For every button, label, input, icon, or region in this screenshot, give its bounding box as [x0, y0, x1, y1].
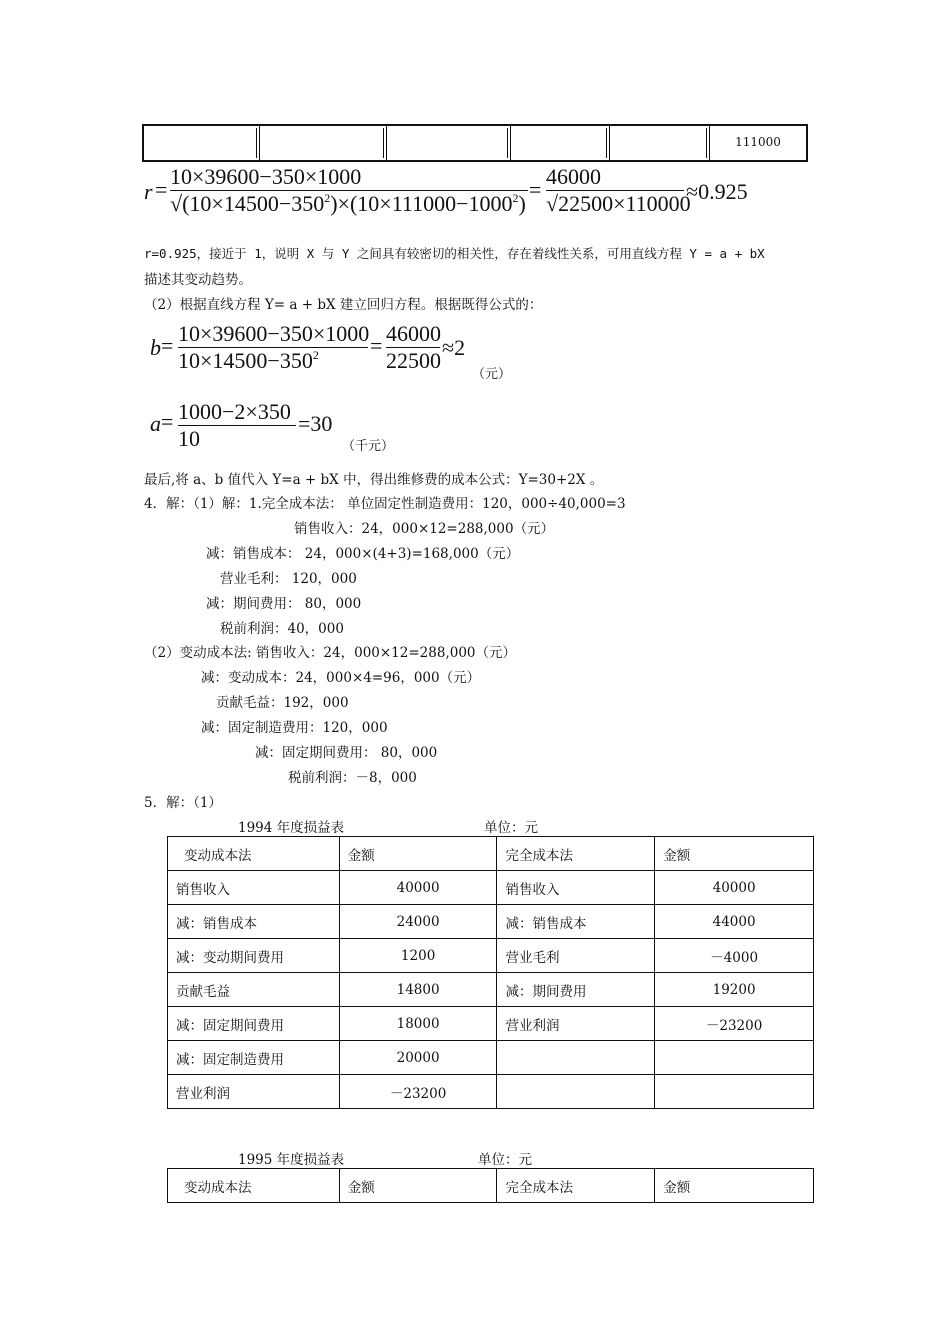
table-cell: 金额 [655, 837, 814, 871]
table-cell: 营业利润 [497, 1007, 655, 1041]
b-denominator-2: 22500 [386, 348, 441, 373]
top-partial-table [142, 124, 808, 162]
table-cell: 18000 [339, 1007, 497, 1041]
table-row [168, 905, 814, 939]
table-cell: 1200 [339, 939, 497, 973]
b-symbol: b [150, 335, 161, 360]
q4-line-6: 税前利润：40，000 [220, 621, 344, 637]
table-row [168, 1041, 814, 1075]
table-cell [610, 126, 710, 160]
table-cell: 44000 [655, 905, 814, 939]
table-cell: 完全成本法 [497, 1169, 655, 1203]
table-row [168, 1007, 814, 1041]
table-cell: 20000 [339, 1041, 497, 1075]
r-symbol: r [144, 179, 153, 204]
paragraph-3: 最后,将 a、b 值代入 Y=a + bX 中，得出维修费的成本公式：Y=30+2X 。 [144, 472, 604, 488]
table-cell: 营业毛利 [497, 939, 655, 973]
q4-line-10: 减：固定制造费用：120，000 [201, 720, 388, 736]
table-1995-title: 1995 年度损益表 [238, 1152, 345, 1168]
table-cell [144, 126, 260, 160]
b-unit: （元） [472, 367, 512, 382]
a-denominator: 10 [178, 426, 200, 451]
q4-line-12: 税前利润：－8，000 [288, 770, 417, 786]
table-cell [497, 1041, 655, 1075]
table-cell: 减：销售成本 [497, 905, 655, 939]
q4-line-8: 减：变动成本：24，000×4=96，000（元） [201, 670, 481, 686]
a-numerator: 1000−2×350 [178, 399, 291, 424]
table-cell: 减：固定期间费用 [168, 1007, 340, 1041]
b-numerator: 10×39600−350×1000 [178, 321, 370, 346]
table-row [168, 1075, 814, 1109]
table-cell: 变动成本法 [168, 837, 340, 871]
q4-line-11: 减：固定期间费用： 80，000 [255, 745, 438, 761]
table-cell: 销售收入 [168, 871, 340, 905]
table-1995-unit: 单位：元 [478, 1152, 532, 1168]
table-cell [511, 126, 610, 160]
table-cell: 减：期间费用 [497, 973, 655, 1007]
table-cell: 金额 [339, 837, 497, 871]
b-denominator: $10\times 14500-350^2$ [178, 348, 319, 373]
table-cell: 减：销售成本 [168, 905, 340, 939]
table-cell: 金额 [655, 1169, 814, 1203]
table-cell: 变动成本法 [168, 1169, 340, 1203]
table-cell: 24000 [339, 905, 497, 939]
table-cell [387, 126, 511, 160]
r-numerator-2: 46000 [546, 164, 601, 189]
table-row [168, 1169, 814, 1203]
r-result: ≈0.925 [686, 179, 748, 204]
table-cell: 销售收入 [497, 871, 655, 905]
top-table-value: 111000 [735, 135, 781, 149]
q4-line-7: （2）变动成本法: 销售收入：24，000×12=288,000（元） [144, 645, 517, 661]
b-result: ≈2 [442, 335, 466, 360]
table-cell: 金额 [339, 1169, 497, 1203]
table-cell [497, 1075, 655, 1109]
q4-line-3: 减：销售成本： 24，000×(4+3)=168,000（元） [206, 546, 520, 562]
paragraph-2: （2）根据直线方程 Y= a + bX 建立回归方程。根据既得公式的： [144, 297, 543, 313]
a-unit: （千元） [342, 439, 395, 454]
table-cell: －23200 [339, 1075, 497, 1109]
a-symbol: a [150, 411, 161, 436]
table-row [168, 973, 814, 1007]
table-1994-unit: 单位：元 [484, 820, 538, 836]
a-result: =30 [298, 411, 333, 436]
r-denominator: $√(10\times 14500-350^2)\times(10\times 111000-1000^2)$ [170, 191, 526, 216]
paragraph-r-cont: 描述其变动趋势。 [144, 272, 252, 288]
r-denominator-2: √22500×110000 [546, 191, 691, 216]
table-cell: 14800 [339, 973, 497, 1007]
table-row [168, 837, 814, 871]
q4-line-4: 营业毛利： 120，000 [220, 571, 357, 587]
table-cell: 完全成本法 [497, 837, 655, 871]
table-cell [655, 1075, 814, 1109]
q4-line-5: 减：期间费用： 80，000 [206, 596, 362, 612]
table-cell: －23200 [655, 1007, 814, 1041]
q4-line-2: 销售收入：24，000×12=288,000（元） [294, 521, 555, 537]
table-cell: －4000 [655, 939, 814, 973]
table-cell: 19200 [655, 973, 814, 1007]
b-numerator-2: 46000 [386, 321, 441, 346]
income-table-1995 [167, 1168, 814, 1203]
table-1994-title: 1994 年度损益表 [238, 820, 345, 836]
table-cell [655, 1041, 814, 1075]
q4-line-1: 4．解：（1）解：1.完全成本法： 单位固定性制造费用：120，000÷40,000=3 [144, 496, 626, 512]
q5-heading: 5．解：（1） [144, 795, 222, 811]
table-cell [710, 126, 806, 160]
table-cell: 40000 [655, 871, 814, 905]
paragraph-r: r=0.925，接近于 1，说明 X 与 Y 之间具有较密切的相关性，存在着线性关系，可用直线方程 Y = a + bX [144, 246, 765, 261]
r-numerator: 10×39600−350×1000 [170, 164, 362, 189]
table-cell [260, 126, 387, 160]
table-cell: 减：变动期间费用 [168, 939, 340, 973]
table-row [168, 871, 814, 905]
table-cell: 营业利润 [168, 1075, 340, 1109]
income-table-1994 [167, 836, 814, 1109]
table-cell: 贡献毛益 [168, 973, 340, 1007]
q4-line-9: 贡献毛益：192，000 [216, 695, 349, 711]
table-cell: 减：固定制造费用 [168, 1041, 340, 1075]
table-cell: 40000 [339, 871, 497, 905]
table-row [168, 939, 814, 973]
